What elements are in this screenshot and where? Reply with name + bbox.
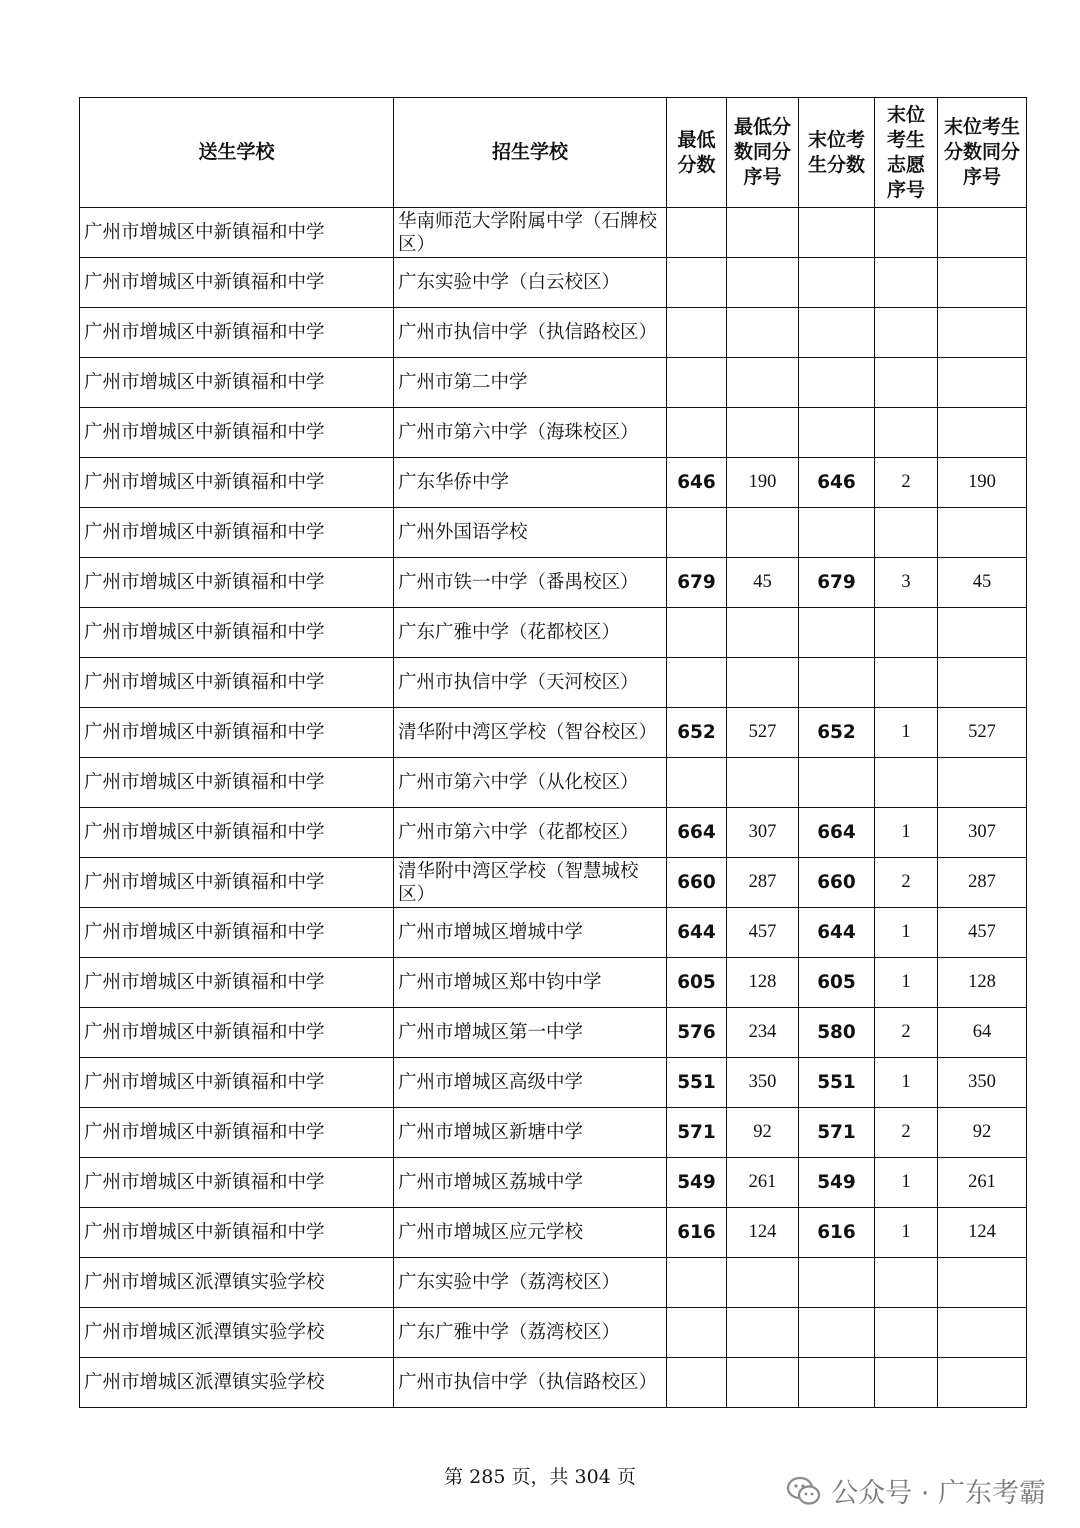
- table-row: [80, 408, 1027, 458]
- cell-min-score: [667, 308, 727, 358]
- cell-last-score: 580: [799, 1008, 875, 1058]
- cell-last-score: 616: [799, 1208, 875, 1258]
- cell-sender-school: 广州市增城区中新镇福和中学: [80, 558, 394, 608]
- cell-min-rank: [727, 608, 799, 658]
- table-row: [80, 1058, 1027, 1108]
- cell-last-choice: [875, 758, 938, 808]
- cell-recipient-school: 广州市执信中学（执信路校区）: [394, 1358, 667, 1408]
- cell-min-rank: [727, 658, 799, 708]
- cell-min-score: [667, 258, 727, 308]
- cell-min-rank: 190: [727, 458, 799, 508]
- cell-last-rank: 92: [938, 1108, 1027, 1158]
- cell-last-rank: 307: [938, 808, 1027, 858]
- header-row: [80, 98, 1027, 208]
- cell-last-score: [799, 608, 875, 658]
- cell-sender-school: 广州市增城区中新镇福和中学: [80, 308, 394, 358]
- cell-sender-school: 广州市增城区中新镇福和中学: [80, 208, 394, 258]
- cell-min-score: 571: [667, 1108, 727, 1158]
- cell-sender-school: 广州市增城区派潭镇实验学校: [80, 1258, 394, 1308]
- cell-last-score: [799, 308, 875, 358]
- cell-last-rank: 64: [938, 1008, 1027, 1058]
- cell-min-rank: [727, 208, 799, 258]
- cell-last-choice: 1: [875, 908, 938, 958]
- cell-min-rank: [727, 1358, 799, 1408]
- page-number: 第 285 页，共 304 页: [444, 1466, 636, 1488]
- cell-recipient-school: 清华附中湾区学校（智慧城校区）: [394, 858, 667, 908]
- cell-recipient-school: 清华附中湾区学校（智谷校区）: [394, 708, 667, 758]
- cell-last-score: 660: [799, 858, 875, 908]
- cell-last-choice: 1: [875, 808, 938, 858]
- cell-last-rank: [938, 1308, 1027, 1358]
- table-row: [80, 1208, 1027, 1258]
- cell-sender-school: 广州市增城区中新镇福和中学: [80, 1008, 394, 1058]
- cell-last-rank: 128: [938, 958, 1027, 1008]
- cell-last-score: [799, 1258, 875, 1308]
- cell-recipient-school: 广州外国语学校: [394, 508, 667, 558]
- cell-last-choice: 1: [875, 1208, 938, 1258]
- cell-min-score: [667, 1358, 727, 1408]
- cell-last-choice: 1: [875, 1158, 938, 1208]
- cell-last-choice: 2: [875, 1108, 938, 1158]
- table-row: [80, 258, 1027, 308]
- cell-min-rank: 234: [727, 1008, 799, 1058]
- wechat-icon: [787, 1476, 821, 1506]
- cell-recipient-school: 广东广雅中学（荔湾校区）: [394, 1308, 667, 1358]
- cell-min-score: [667, 208, 727, 258]
- cell-last-choice: 1: [875, 958, 938, 1008]
- cell-min-score: 549: [667, 1158, 727, 1208]
- cell-sender-school: 广州市增城区中新镇福和中学: [80, 458, 394, 508]
- cell-last-rank: [938, 658, 1027, 708]
- table-row: [80, 808, 1027, 858]
- cell-min-rank: 527: [727, 708, 799, 758]
- cell-recipient-school: 广州市增城区高级中学: [394, 1058, 667, 1108]
- cell-min-score: [667, 358, 727, 408]
- cell-last-choice: [875, 1258, 938, 1308]
- cell-min-rank: 261: [727, 1158, 799, 1208]
- cell-last-score: 571: [799, 1108, 875, 1158]
- cell-min-score: 664: [667, 808, 727, 858]
- table-row: [80, 208, 1027, 258]
- table-row: [80, 958, 1027, 1008]
- table-row: [80, 858, 1027, 908]
- table-row: [80, 558, 1027, 608]
- cell-last-score: [799, 508, 875, 558]
- cell-last-score: [799, 1358, 875, 1408]
- cell-last-score: 551: [799, 1058, 875, 1108]
- header-min-score: 最低分数: [667, 98, 727, 208]
- table-row: [80, 1008, 1027, 1058]
- cell-last-choice: [875, 258, 938, 308]
- cell-last-score: 644: [799, 908, 875, 958]
- cell-sender-school: 广州市增城区中新镇福和中学: [80, 508, 394, 558]
- cell-sender-school: 广州市增城区派潭镇实验学校: [80, 1358, 394, 1408]
- cell-sender-school: 广州市增城区中新镇福和中学: [80, 758, 394, 808]
- cell-recipient-school: 广州市增城区荔城中学: [394, 1158, 667, 1208]
- cell-min-rank: 350: [727, 1058, 799, 1108]
- cell-last-choice: 3: [875, 558, 938, 608]
- cell-sender-school: 广州市增城区中新镇福和中学: [80, 1108, 394, 1158]
- header-last-score: 末位考生分数: [799, 98, 875, 208]
- cell-last-score: [799, 258, 875, 308]
- cell-recipient-school: 广州市执信中学（执信路校区）: [394, 308, 667, 358]
- cell-last-rank: [938, 1358, 1027, 1408]
- cell-last-rank: 45: [938, 558, 1027, 608]
- cell-min-score: 652: [667, 708, 727, 758]
- cell-min-rank: 307: [727, 808, 799, 858]
- cell-last-rank: [938, 208, 1027, 258]
- cell-min-rank: 92: [727, 1108, 799, 1158]
- table-row: [80, 1258, 1027, 1308]
- cell-last-rank: [938, 308, 1027, 358]
- cell-min-score: 576: [667, 1008, 727, 1058]
- cell-min-score: 616: [667, 1208, 727, 1258]
- cell-last-rank: 190: [938, 458, 1027, 508]
- header-last-choice: 末位考生志愿序号: [875, 98, 938, 208]
- cell-recipient-school: 广东广雅中学（花都校区）: [394, 608, 667, 658]
- cell-sender-school: 广州市增城区中新镇福和中学: [80, 1208, 394, 1258]
- cell-min-rank: [727, 1258, 799, 1308]
- table-row: [80, 508, 1027, 558]
- cell-last-score: 652: [799, 708, 875, 758]
- cell-recipient-school: 广州市第六中学（从化校区）: [394, 758, 667, 808]
- cell-recipient-school: 广州市铁一中学（番禺校区）: [394, 558, 667, 608]
- header-sender: 送生学校: [80, 98, 394, 208]
- cell-min-rank: [727, 358, 799, 408]
- cell-recipient-school: 广州市增城区增城中学: [394, 908, 667, 958]
- cell-sender-school: 广州市增城区中新镇福和中学: [80, 858, 394, 908]
- cell-last-rank: [938, 358, 1027, 408]
- cell-sender-school: 广州市增城区中新镇福和中学: [80, 358, 394, 408]
- cell-recipient-school: 广州市增城区郑中钧中学: [394, 958, 667, 1008]
- cell-min-score: [667, 658, 727, 708]
- table-row: [80, 1308, 1027, 1358]
- cell-sender-school: 广州市增城区中新镇福和中学: [80, 408, 394, 458]
- cell-last-choice: 1: [875, 708, 938, 758]
- cell-min-score: [667, 1258, 727, 1308]
- cell-recipient-school: 广州市第二中学: [394, 358, 667, 408]
- cell-last-choice: [875, 1358, 938, 1408]
- cell-recipient-school: 广州市增城区新塘中学: [394, 1108, 667, 1158]
- cell-last-choice: 1: [875, 1058, 938, 1108]
- cell-min-score: 679: [667, 558, 727, 608]
- cell-min-score: [667, 1308, 727, 1358]
- cell-last-score: [799, 1308, 875, 1358]
- cell-sender-school: 广州市增城区中新镇福和中学: [80, 658, 394, 708]
- table-row: [80, 708, 1027, 758]
- cell-recipient-school: 广东实验中学（白云校区）: [394, 258, 667, 308]
- cell-sender-school: 广州市增城区中新镇福和中学: [80, 958, 394, 1008]
- cell-min-score: [667, 408, 727, 458]
- cell-last-choice: [875, 308, 938, 358]
- cell-min-score: 660: [667, 858, 727, 908]
- cell-recipient-school: 广州市增城区第一中学: [394, 1008, 667, 1058]
- cell-last-rank: [938, 1258, 1027, 1308]
- cell-last-choice: [875, 408, 938, 458]
- cell-last-choice: [875, 508, 938, 558]
- cell-last-score: 646: [799, 458, 875, 508]
- cell-last-rank: [938, 258, 1027, 308]
- cell-min-rank: 287: [727, 858, 799, 908]
- table-row: [80, 458, 1027, 508]
- cell-last-score: [799, 408, 875, 458]
- cell-sender-school: 广州市增城区中新镇福和中学: [80, 258, 394, 308]
- cell-min-rank: [727, 408, 799, 458]
- cell-sender-school: 广州市增城区中新镇福和中学: [80, 1058, 394, 1108]
- cell-last-choice: 2: [875, 1008, 938, 1058]
- cell-min-rank: [727, 1308, 799, 1358]
- cell-min-rank: [727, 308, 799, 358]
- cell-min-score: [667, 758, 727, 808]
- cell-sender-school: 广州市增城区中新镇福和中学: [80, 908, 394, 958]
- cell-last-rank: [938, 758, 1027, 808]
- cell-last-rank: 287: [938, 858, 1027, 908]
- cell-min-rank: [727, 508, 799, 558]
- cell-last-rank: 350: [938, 1058, 1027, 1108]
- table-body: [80, 208, 1027, 1408]
- cell-min-score: 646: [667, 458, 727, 508]
- cell-last-rank: 124: [938, 1208, 1027, 1258]
- cell-recipient-school: 广州市第六中学（海珠校区）: [394, 408, 667, 458]
- cell-recipient-school: 广州市执信中学（天河校区）: [394, 658, 667, 708]
- header-min-rank: 最低分数同分序号: [727, 98, 799, 208]
- cell-last-score: [799, 658, 875, 708]
- cell-sender-school: 广州市增城区中新镇福和中学: [80, 808, 394, 858]
- cell-last-choice: [875, 608, 938, 658]
- cell-min-score: 551: [667, 1058, 727, 1108]
- cell-min-rank: 124: [727, 1208, 799, 1258]
- cell-min-rank: 128: [727, 958, 799, 1008]
- cell-min-score: 644: [667, 908, 727, 958]
- cell-last-choice: 2: [875, 458, 938, 508]
- cell-last-choice: [875, 358, 938, 408]
- cell-recipient-school: 广州市增城区应元学校: [394, 1208, 667, 1258]
- cell-min-rank: [727, 258, 799, 308]
- cell-min-rank: 45: [727, 558, 799, 608]
- admissions-table: [79, 97, 1027, 1408]
- cell-sender-school: 广州市增城区中新镇福和中学: [80, 608, 394, 658]
- table-row: [80, 1158, 1027, 1208]
- cell-min-rank: 457: [727, 908, 799, 958]
- cell-last-rank: [938, 408, 1027, 458]
- cell-recipient-school: 广州市第六中学（花都校区）: [394, 808, 667, 858]
- table-row: [80, 358, 1027, 408]
- cell-last-rank: 261: [938, 1158, 1027, 1208]
- table-row: [80, 608, 1027, 658]
- cell-last-score: 664: [799, 808, 875, 858]
- table-row: [80, 1358, 1027, 1408]
- cell-last-rank: [938, 508, 1027, 558]
- cell-recipient-school: 广东华侨中学: [394, 458, 667, 508]
- cell-last-choice: [875, 658, 938, 708]
- cell-last-score: 605: [799, 958, 875, 1008]
- cell-last-score: 549: [799, 1158, 875, 1208]
- watermark: [787, 1471, 1046, 1510]
- table-row: [80, 308, 1027, 358]
- table-row: [80, 1108, 1027, 1158]
- cell-last-rank: [938, 608, 1027, 658]
- cell-last-score: [799, 758, 875, 808]
- cell-min-rank: [727, 758, 799, 808]
- cell-last-score: [799, 358, 875, 408]
- cell-min-score: 605: [667, 958, 727, 1008]
- header-recipient: 招生学校: [394, 98, 667, 208]
- cell-recipient-school: 广东实验中学（荔湾校区）: [394, 1258, 667, 1308]
- table-row: [80, 758, 1027, 808]
- cell-last-rank: 457: [938, 908, 1027, 958]
- cell-min-score: [667, 608, 727, 658]
- cell-last-score: [799, 208, 875, 258]
- cell-last-rank: 527: [938, 708, 1027, 758]
- cell-last-choice: [875, 208, 938, 258]
- header-last-rank: 末位考生分数同分序号: [938, 98, 1027, 208]
- cell-sender-school: 广州市增城区中新镇福和中学: [80, 1158, 394, 1208]
- cell-recipient-school: 华南师范大学附属中学（石牌校区）: [394, 208, 667, 258]
- cell-last-choice: 2: [875, 858, 938, 908]
- watermark-text: 公众号 · 广东考霸: [831, 1478, 1046, 1509]
- cell-min-score: [667, 508, 727, 558]
- table-row: [80, 908, 1027, 958]
- cell-sender-school: 广州市增城区派潭镇实验学校: [80, 1308, 394, 1358]
- cell-last-score: 679: [799, 558, 875, 608]
- table-row: [80, 658, 1027, 708]
- cell-sender-school: 广州市增城区中新镇福和中学: [80, 708, 394, 758]
- cell-last-choice: [875, 1308, 938, 1358]
